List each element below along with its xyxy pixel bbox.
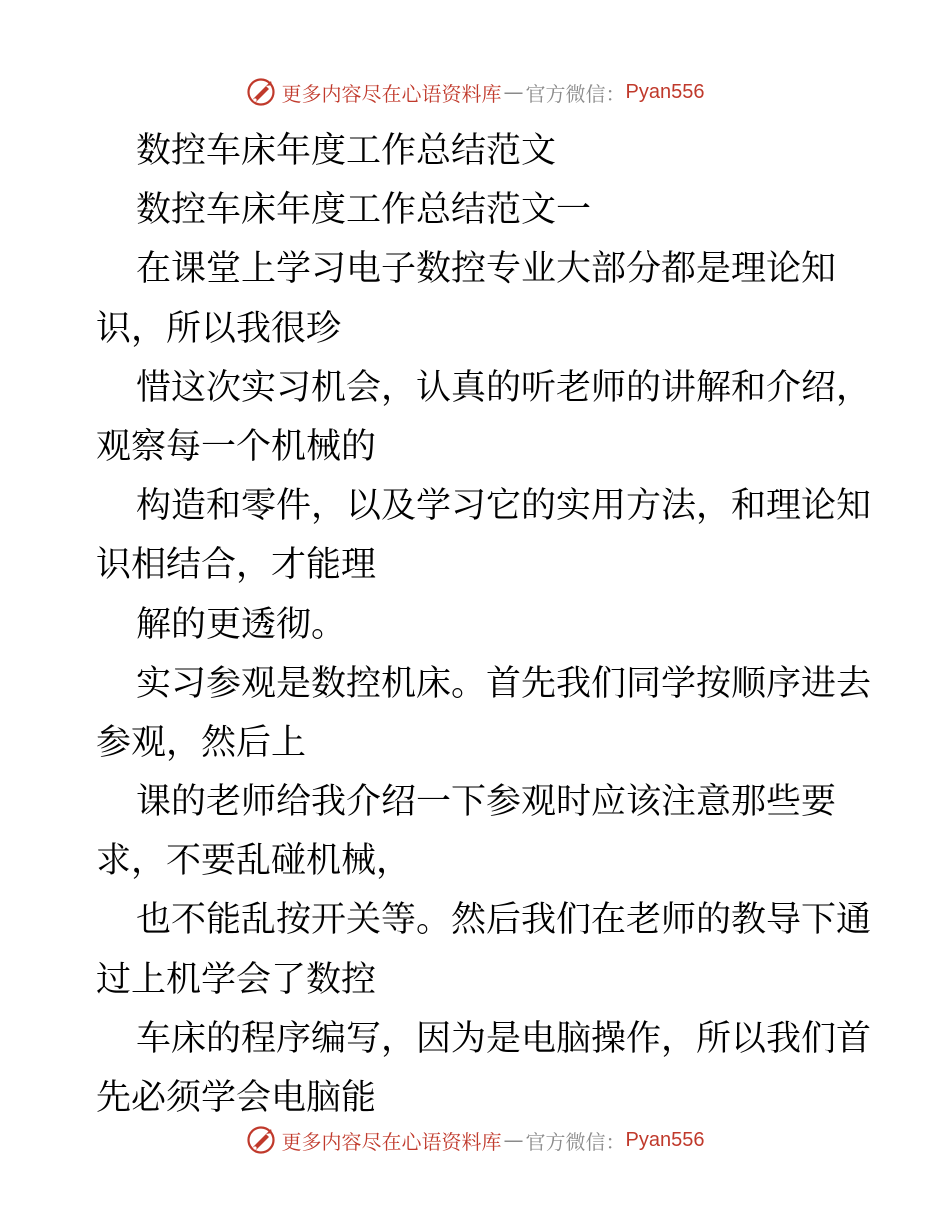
paragraph-line: 惜这次实习机会，认真的听老师的讲解和介绍，: [136, 367, 872, 408]
quill-logo-icon: [246, 77, 276, 107]
paragraph-line: 在课堂上学习电子数控专业大部分都是理论知: [136, 249, 837, 290]
header-banner: [0, 72, 950, 112]
promo-text: 更多内容尽在心语资料库: [281, 81, 502, 106]
paragraph-line: 车床的程序编写，因为是电脑操作，所以我们首: [136, 1018, 872, 1059]
promo-text: 更多内容尽在心语资料库: [281, 1129, 502, 1154]
banner-dash: —: [503, 80, 524, 104]
wechat-id: Pyan556: [625, 80, 705, 103]
document-subtitle: 数控车床年度工作总结范文一: [136, 190, 592, 231]
document-body: [96, 122, 872, 1128]
document-title: 数控车床年度工作总结范文: [136, 131, 557, 171]
paragraph-line: 先必须学会电脑能: [96, 1078, 377, 1118]
wechat-id: Pyan556: [625, 1128, 705, 1151]
paragraph-line: 也不能乱按开关等。然后我们在老师的教导下通: [136, 900, 872, 941]
paragraph-line: 过上机学会了数控: [96, 959, 377, 1000]
paragraph-line: 求，不要乱碰机械，: [96, 841, 412, 882]
paragraph-line: 识相结合，才能理: [96, 545, 377, 586]
wechat-label: 官方微信：: [525, 81, 626, 106]
footer-banner: [0, 1120, 950, 1160]
paragraph-line: 观察每一个机械的: [96, 426, 377, 467]
quill-logo-icon: [246, 1125, 276, 1155]
wechat-label: 官方微信：: [525, 1129, 626, 1154]
paragraph-line: 参观，然后上: [96, 722, 307, 763]
paragraph-line: 课的老师给我介绍一下参观时应该注意那些要: [136, 782, 837, 823]
paragraph-line: 构造和零件，以及学习它的实用方法，和理论知: [136, 486, 872, 527]
paragraph-line: 解的更透彻。: [136, 604, 347, 645]
paragraph-line: 实习参观是数控机床。首先我们同学按顺序进去: [136, 663, 872, 704]
banner-dash: —: [503, 1128, 524, 1152]
paragraph-line: 识，所以我很珍: [96, 308, 342, 349]
